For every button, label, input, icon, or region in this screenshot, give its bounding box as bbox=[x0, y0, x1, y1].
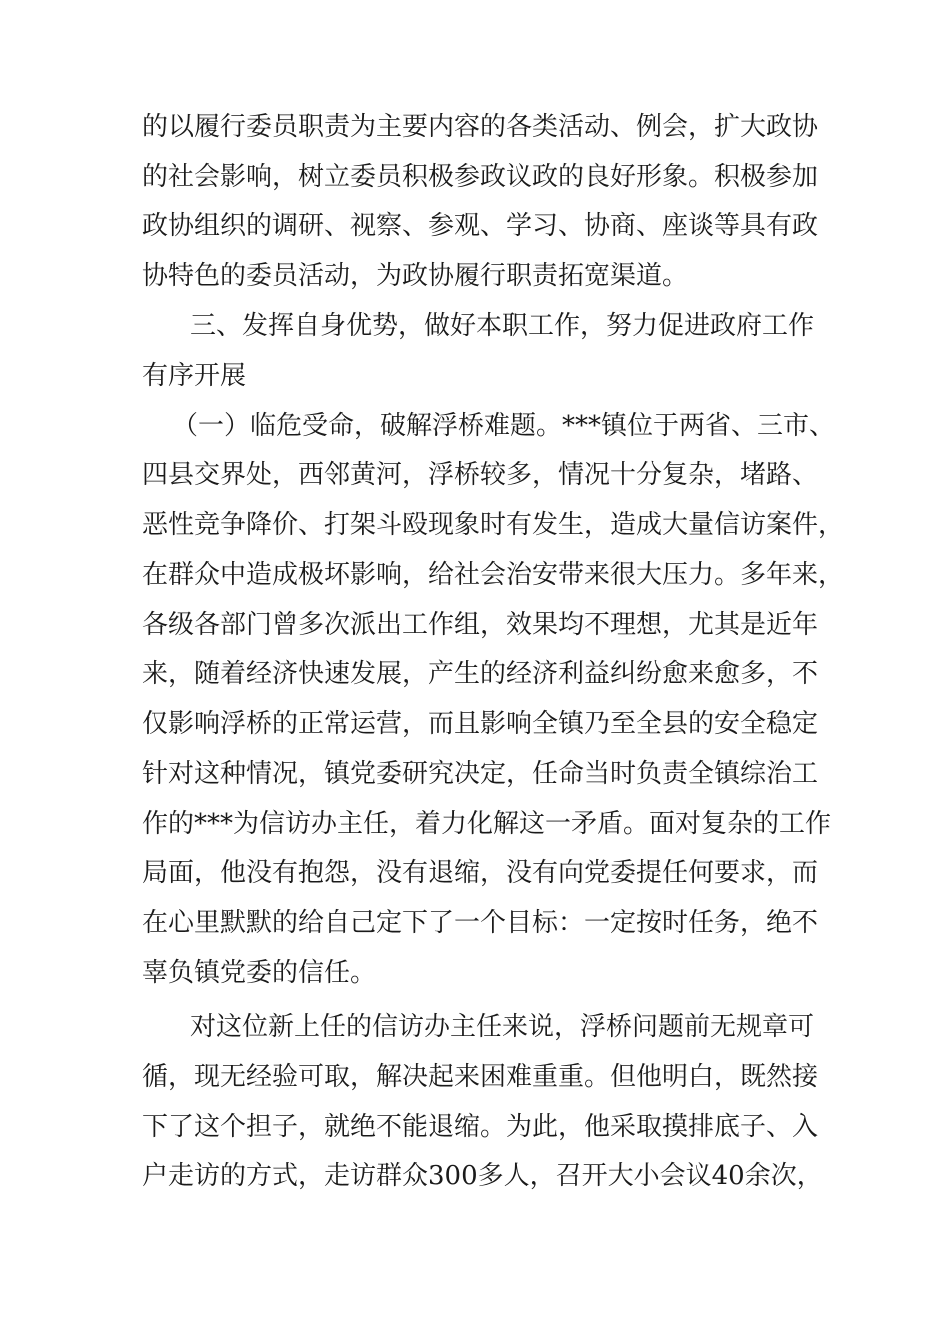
text-line: 四县交界处，西邻黄河，浮桥较多，情况十分复杂，堵路、 bbox=[142, 460, 819, 490]
section-heading-continued: 有序开展 bbox=[142, 361, 247, 391]
text-line: 辜负镇党委的信任。 bbox=[142, 958, 377, 988]
text-line: 仅影响浮桥的正常运营，而且影响全镇乃至全县的安全稳定 bbox=[142, 709, 819, 739]
text-line: 针对这种情况，镇党委研究决定，任命当时负责全镇综治工 bbox=[142, 759, 819, 789]
paragraph-first-line: 对这位新上任的信访办主任来说，浮桥问题前无规章可 bbox=[190, 1012, 815, 1042]
text-line: 下了这个担子，就绝不能退缩。为此，他采取摸排底子、入 bbox=[142, 1112, 819, 1142]
subsection-title: （一）临危受命，破解浮桥难题。***镇位于两省、三市、 bbox=[172, 411, 836, 441]
text-line: 的社会影响，树立委员积极参政议政的良好形象。积极参加 bbox=[142, 162, 819, 192]
text-line: 政协组织的调研、视察、参观、学习、协商、座谈等具有政 bbox=[142, 211, 819, 241]
text-line: 循，现无经验可取，解决起来困难重重。但他明白，既然接 bbox=[142, 1062, 819, 1092]
text-line: 来，随着经济快速发展，产生的经济利益纠纷愈来愈多，不 bbox=[142, 659, 819, 689]
text-line: 局面，他没有抱怨，没有退缩，没有向党委提任何要求，而 bbox=[142, 858, 819, 888]
text-line: 在群众中造成极坏影响，给社会治安带来很大压力。多年来， bbox=[142, 560, 845, 590]
text-line: 恶性竞争降价、打架斗殴现象时有发生，造成大量信访案件， bbox=[142, 510, 845, 540]
text-line: 的以履行委员职责为主要内容的各类活动、例会，扩大政协 bbox=[142, 112, 819, 142]
text-line: 在心里默默的给自己定下了一个目标：一定按时任务，绝不 bbox=[142, 908, 819, 938]
text-line: 户走访的方式，走访群众300多人，召开大小会议40余次， bbox=[142, 1161, 823, 1191]
text-line: 协特色的委员活动，为政协履行职责拓宽渠道。 bbox=[142, 261, 689, 291]
section-heading: 三、发挥自身优势，做好本职工作，努力促进政府工作 bbox=[190, 311, 815, 341]
text-line: 各级各部门曾多次派出工作组，效果均不理想，尤其是近年 bbox=[142, 610, 819, 640]
text-line: 作的***为信访办主任，着力化解这一矛盾。面对复杂的工作 bbox=[142, 809, 832, 839]
